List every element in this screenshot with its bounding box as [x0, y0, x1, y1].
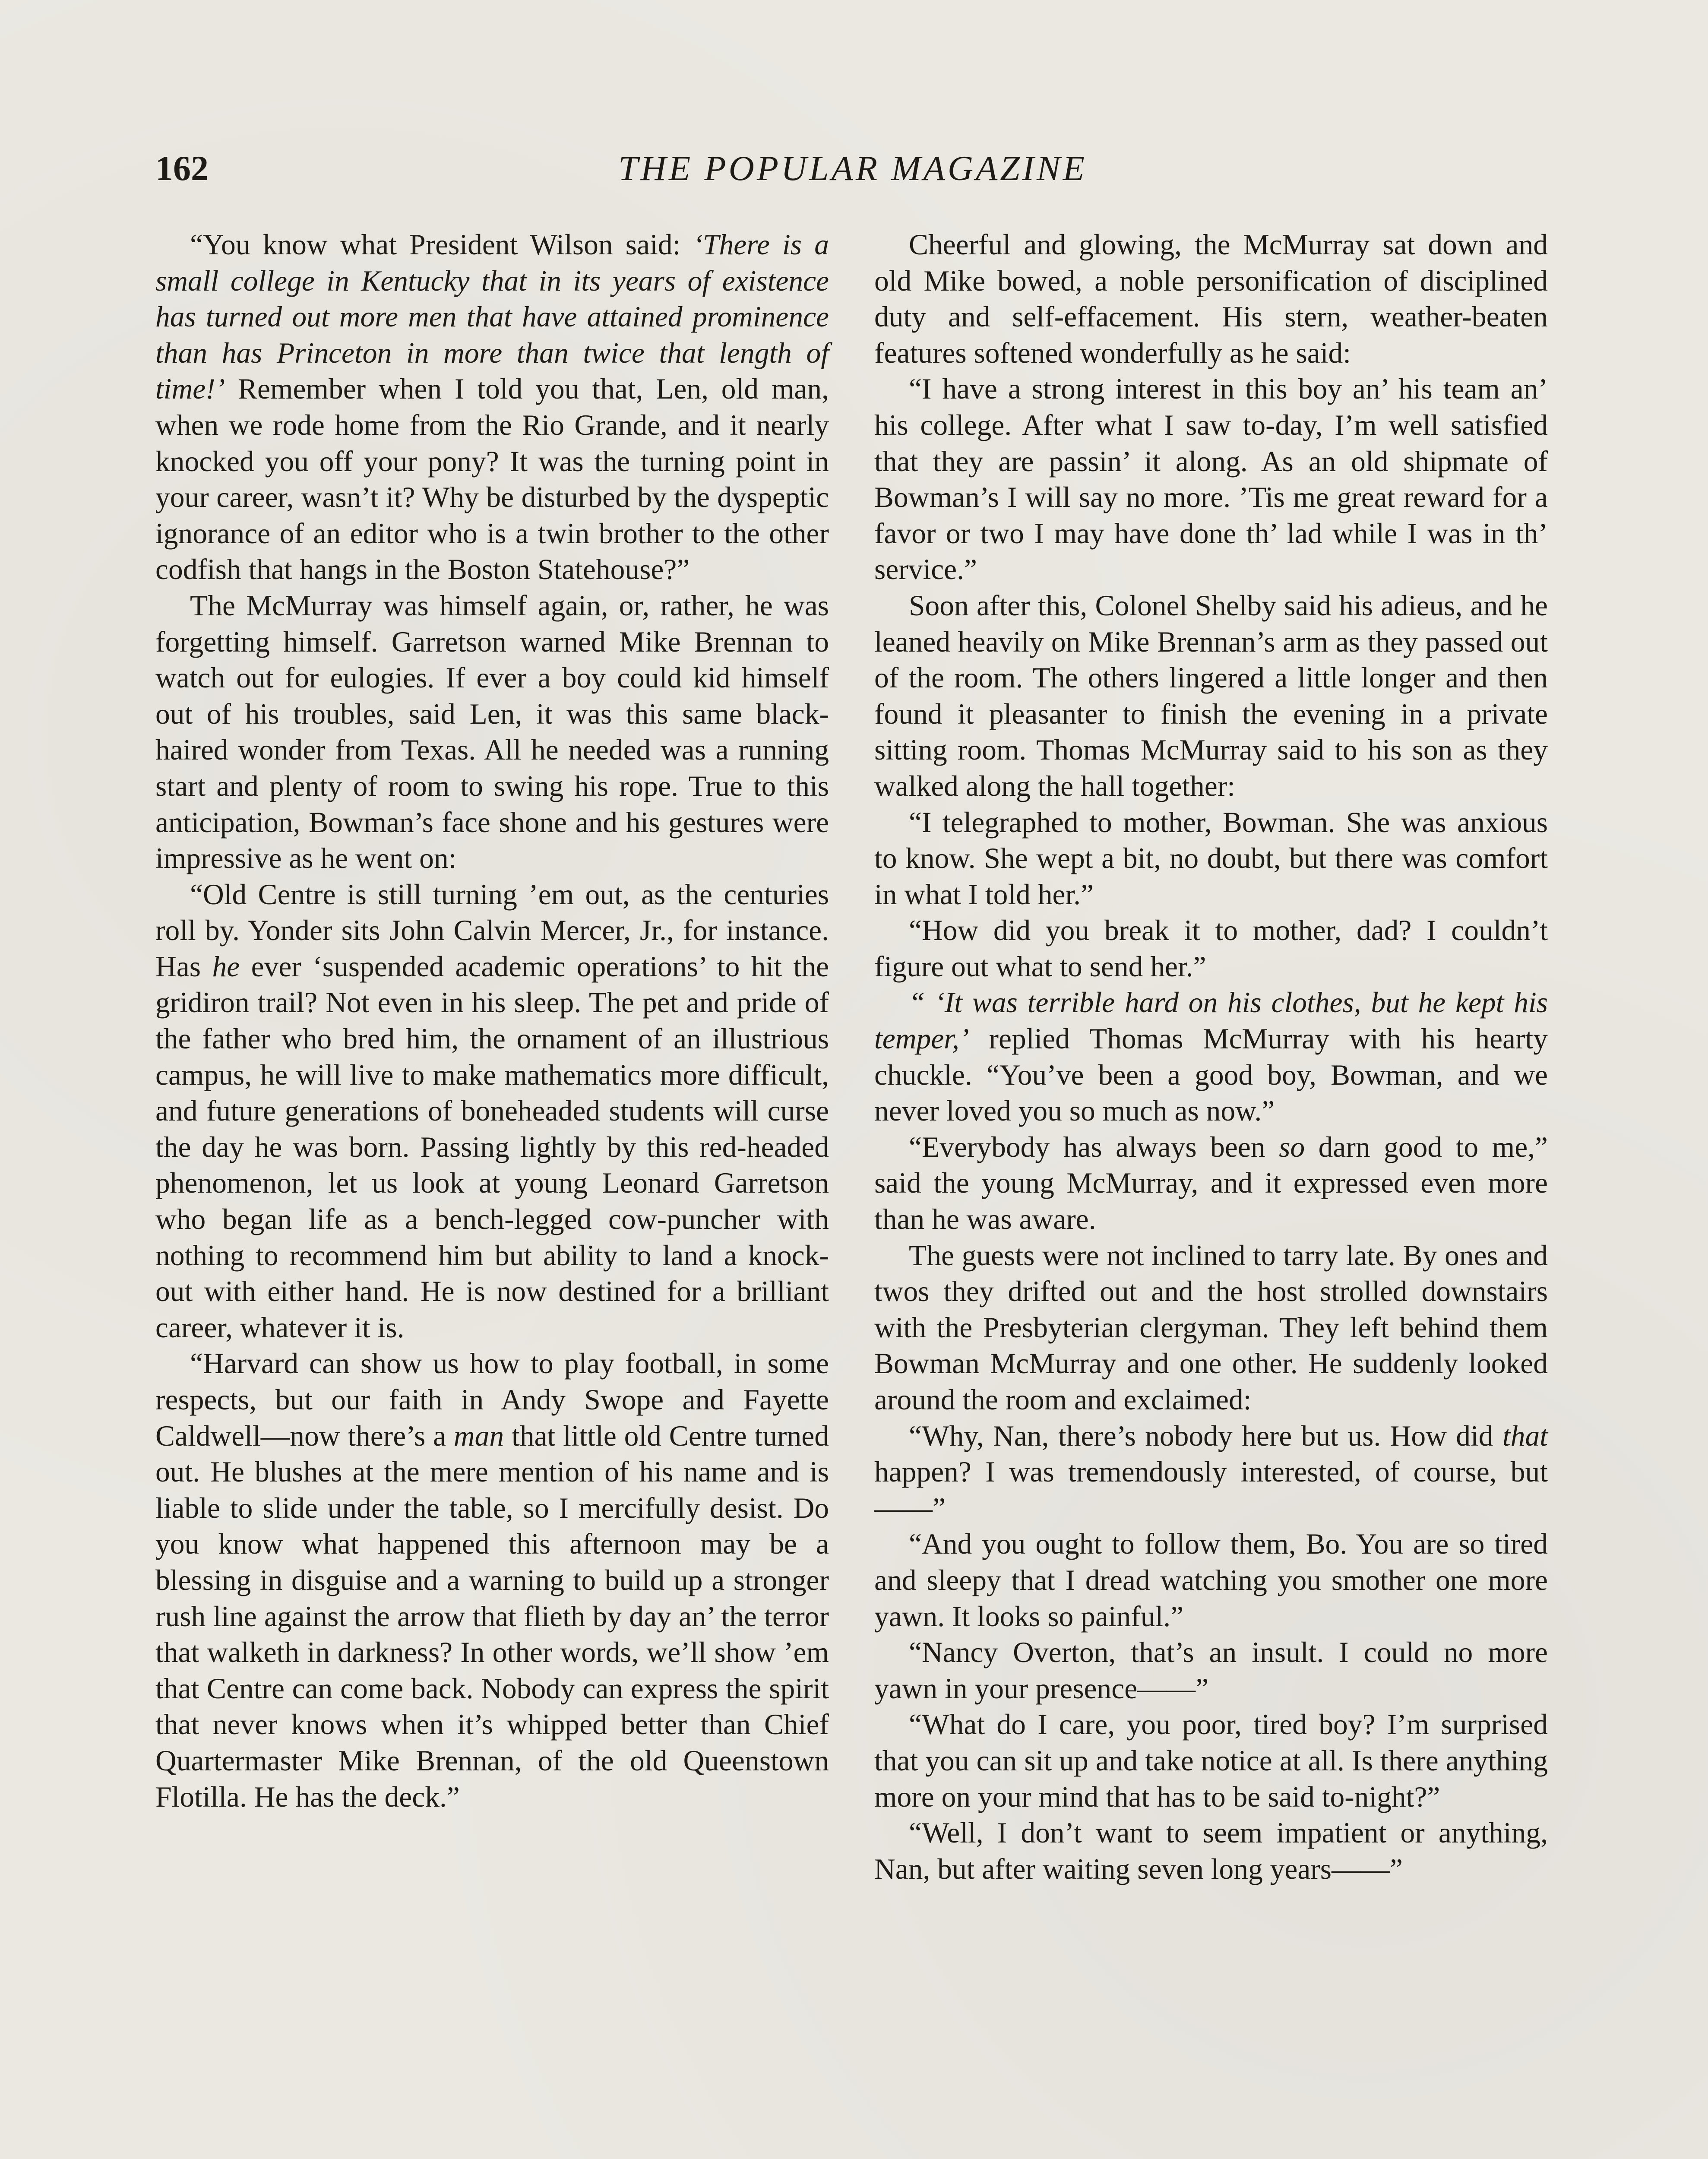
text-run: “What do I care, you poor, tired boy? I’m surprised that you can sit up and take notice at all. Is there anything more on your mind that has to be said to-night?” — [874, 1708, 1548, 1813]
text-run: “Old Centre is still turning ’em out, as the centuries roll by. Yonder sits John Calvin Mercer, Jr., for instance. Has — [155, 878, 829, 983]
text-run: “I have a strong interest in this boy an’ his team an’ his college. After what I saw to-day, I’m well satisfied that they are passin’ it along. As an old shipmate of Bowman’s I will say no more. ’Tis me great reward for a favor or two I may have done th’ lad while I was in th’ service.” — [874, 373, 1548, 586]
italic-text: ‘There is a small college in Kentucky that in its years of existence has turned out more men that have attained prominence than has Princeton in more than twice that length of time!’ — [155, 228, 829, 405]
text-run: “Nancy Overton, that’s an insult. I could no more yawn in your presence——” — [874, 1636, 1548, 1705]
text-run: that little old Centre turned out. He blushes at the mere mention of his name and is liable to slide under the table, so I mercifully desist. Do you know what happened this afternoon may be a blessing in disguise and a warning to build up a stronger rush line against the arrow that flieth by day an’ the terror that walketh in darkness? In other words, we’ll show ’em that Centre can come back. Nobody can express the spirit that never knows when it’s whipped better than Chief Quartermaster Mike Brennan, of the old Queenstown Flotilla. He has the deck.” — [155, 1419, 829, 1813]
italic-text: so — [1279, 1130, 1305, 1163]
text-run: replied Thomas McMurray with his hearty chuckle. “You’ve been a good boy, Bowman, and we never loved you so much as now.” — [874, 1023, 1548, 1127]
running-title: THE POPULAR MAGAZINE — [618, 149, 1087, 188]
paragraph — [155, 588, 829, 877]
text-run: Remember when I told you that, Len, old man, when we rode home from the Rio Grande, and it nearly knocked you off your pony? It was the turning point in your career, wasn’t it? Why be disturbed by the dyspeptic ignorance of an editor who is a twin brother to the other codfish that hangs in the Boston Statehouse?” — [155, 373, 829, 586]
paragraph — [874, 804, 1548, 913]
paragraph — [874, 371, 1548, 588]
italic-text: he — [212, 950, 240, 983]
text-run: “Everybody has always been — [909, 1130, 1279, 1163]
text-run: “Well, I don’t want to seem impatient or anything, Nan, but after waiting seven long years——” — [874, 1817, 1548, 1885]
text-run: The McMurray was himself again, or, rather, he was forgetting himself. Garretson warned Mike Brennan to watch out for eulogies. If ever a boy could kid himself out of his troubles, said Len, it was this same black-haired wonder from Texas. All he needed was a running start and plenty of room to swing his rope. True to this anticipation, Bowman’s face shone and his gestures were impressive as he went on: — [155, 589, 829, 875]
paragraph — [874, 985, 1548, 1129]
text-run: ever ‘suspended academic operations’ to hit the gridiron trail? Not even in his sleep. The pet and pride of the father who bred him, the ornament of an illustrious campus, he will live to make mathematics more difficult, and future generations of boneheaded students will curse the day he was born. Passing lightly by this red-headed phenomenon, let us look at young Leonard Garretson who began life as a bench-legged cow-puncher with nothing to recommend him but ability to land a knock-out with either hand. He is now destined for a brilliant career, whatever it is. — [155, 950, 829, 1344]
paragraph — [155, 227, 829, 588]
paragraph — [874, 1238, 1548, 1418]
text-run: “And you ought to follow them, Bo. You are so tired and sleepy that I dread watching you smother one more yawn. It looks so painful.” — [874, 1528, 1548, 1633]
text-run: happen? I was tremendously interested, of course, but——” — [874, 1456, 1548, 1524]
paragraph — [874, 588, 1548, 804]
text-run: The guests were not inclined to tarry late. By ones and twos they drifted out and the host strolled downstairs with the Presbyterian clergyman. They left behind them Bowman McMurray and one other. He suddenly looked around the room and exclaimed: — [874, 1239, 1548, 1416]
paragraph — [155, 1345, 829, 1815]
paragraph — [874, 1706, 1548, 1815]
italic-text: that — [1502, 1419, 1548, 1452]
paragraph — [874, 227, 1548, 371]
paragraph — [874, 1129, 1548, 1238]
page-number: 162 — [155, 149, 209, 188]
left-text-column — [155, 227, 829, 1815]
paragraph — [874, 1526, 1548, 1634]
text-run: “Harvard can show us how to play football, in some respects, but our faith in Andy Swope and Fayette Caldwell—now there’s a — [155, 1347, 829, 1452]
text-run: “You know what President Wilson said: — [190, 228, 693, 261]
right-text-column — [874, 227, 1548, 1887]
text-run: “I telegraphed to mother, Bowman. She was anxious to know. She wept a bit, no doubt, but there was comfort in what I told her.” — [874, 806, 1548, 911]
paragraph — [155, 877, 829, 1346]
italic-text: man — [453, 1419, 504, 1452]
text-run: Cheerful and glowing, the McMurray sat down and old Mike bowed, a noble personification of disciplined duty and self-effacement. His stern, weather-beaten features softened wonderfully as he said: — [874, 228, 1548, 369]
text-run: “How did you break it to mother, dad? I couldn’t figure out what to send her.” — [874, 914, 1548, 983]
text-run: darn good to me,” said the young McMurray, and it expressed even more than he was aware. — [874, 1130, 1548, 1236]
text-run: Soon after this, Colonel Shelby said his adieus, and he leaned heavily on Mike Brennan’s arm as they passed out of the room. The others lingered a little longer and then found it pleasanter to finish the evening in a private sitting room. Thomas McMurray said to his son as they walked along the hall together: — [874, 589, 1548, 802]
text-run: “Why, Nan, there’s nobody here but us. How did — [909, 1419, 1502, 1452]
paragraph — [874, 1815, 1548, 1887]
paragraph — [874, 1418, 1548, 1526]
italic-text: “ ‘It was terrible hard on his clothes, but he kept his temper,’ — [874, 986, 1548, 1055]
paragraph — [874, 912, 1548, 985]
page-header — [155, 142, 1550, 194]
paragraph — [874, 1634, 1548, 1706]
